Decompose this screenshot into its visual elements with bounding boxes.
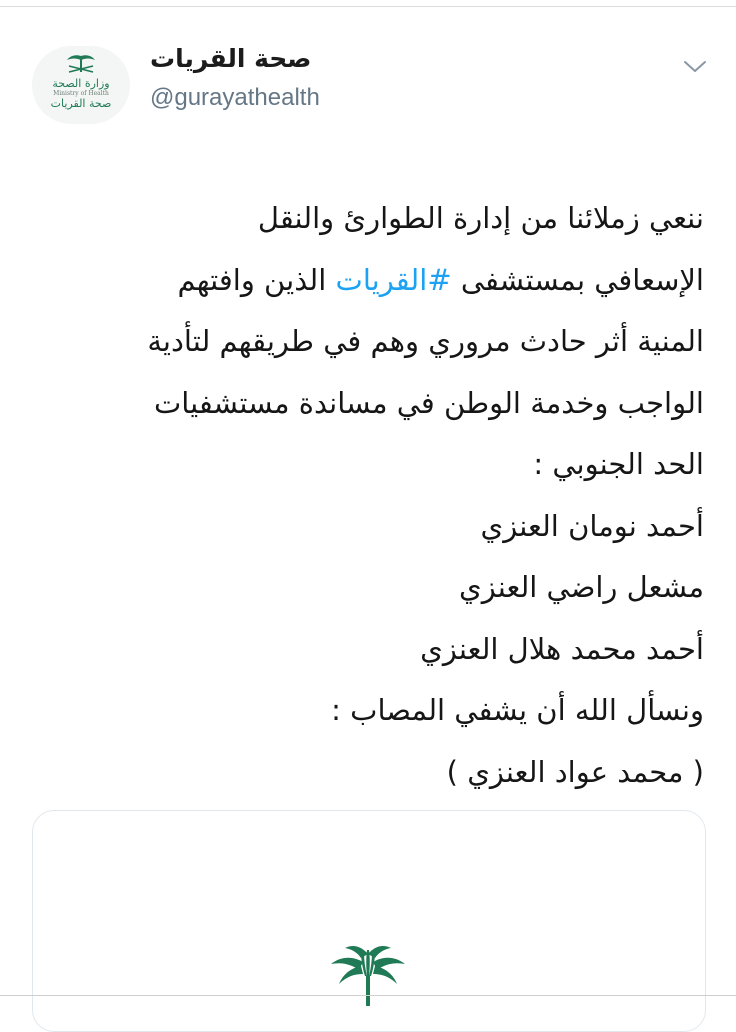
- avatar-ministry-arabic: وزارة الصحة: [52, 77, 110, 90]
- tweet-line: المنية أثر حادث مروري وهم في طريقهم لتأدية: [147, 324, 704, 358]
- chevron-down-icon[interactable]: [682, 54, 708, 80]
- avatar-ministry-english: Ministry of Health: [53, 90, 109, 97]
- username[interactable]: @gurayathealth: [150, 84, 320, 111]
- tweet-line: الحد الجنوبي :: [533, 447, 704, 481]
- tweet-line: أحمد نومان العنزي: [480, 508, 704, 543]
- avatar-region-arabic: صحة القريات: [50, 97, 112, 110]
- ministry-palm-icon: [61, 52, 101, 76]
- tweet-line: [44, 250, 704, 312]
- avatar[interactable]: [32, 46, 130, 124]
- tweet-text-segment: الذين وافتهم: [177, 262, 336, 297]
- tweet-line: ( محمد عواد العنزي ): [446, 754, 704, 789]
- top-divider: [0, 6, 736, 7]
- tweet-text: [44, 188, 704, 803]
- tweet-line: مشعل راضي العنزي: [459, 570, 704, 604]
- tweet-line: أحمد محمد هلال العنزي: [420, 631, 704, 666]
- tweet-line: الواجب وخدمة الوطن في مساندة مستشفيات: [153, 385, 704, 420]
- tweet-line: ننعي زملائنا من إدارة الطوارئ والنقل: [257, 201, 704, 235]
- display-name[interactable]: صحة القريات: [150, 44, 312, 73]
- tweet-text-segment: الإسعافي بمستشفى: [451, 262, 704, 297]
- hashtag-link[interactable]: #القريات: [335, 262, 452, 297]
- bottom-divider: [0, 995, 736, 996]
- media-card[interactable]: [32, 810, 706, 1032]
- tweet-line: ونسأل الله أن يشفي المصاب :: [331, 693, 704, 727]
